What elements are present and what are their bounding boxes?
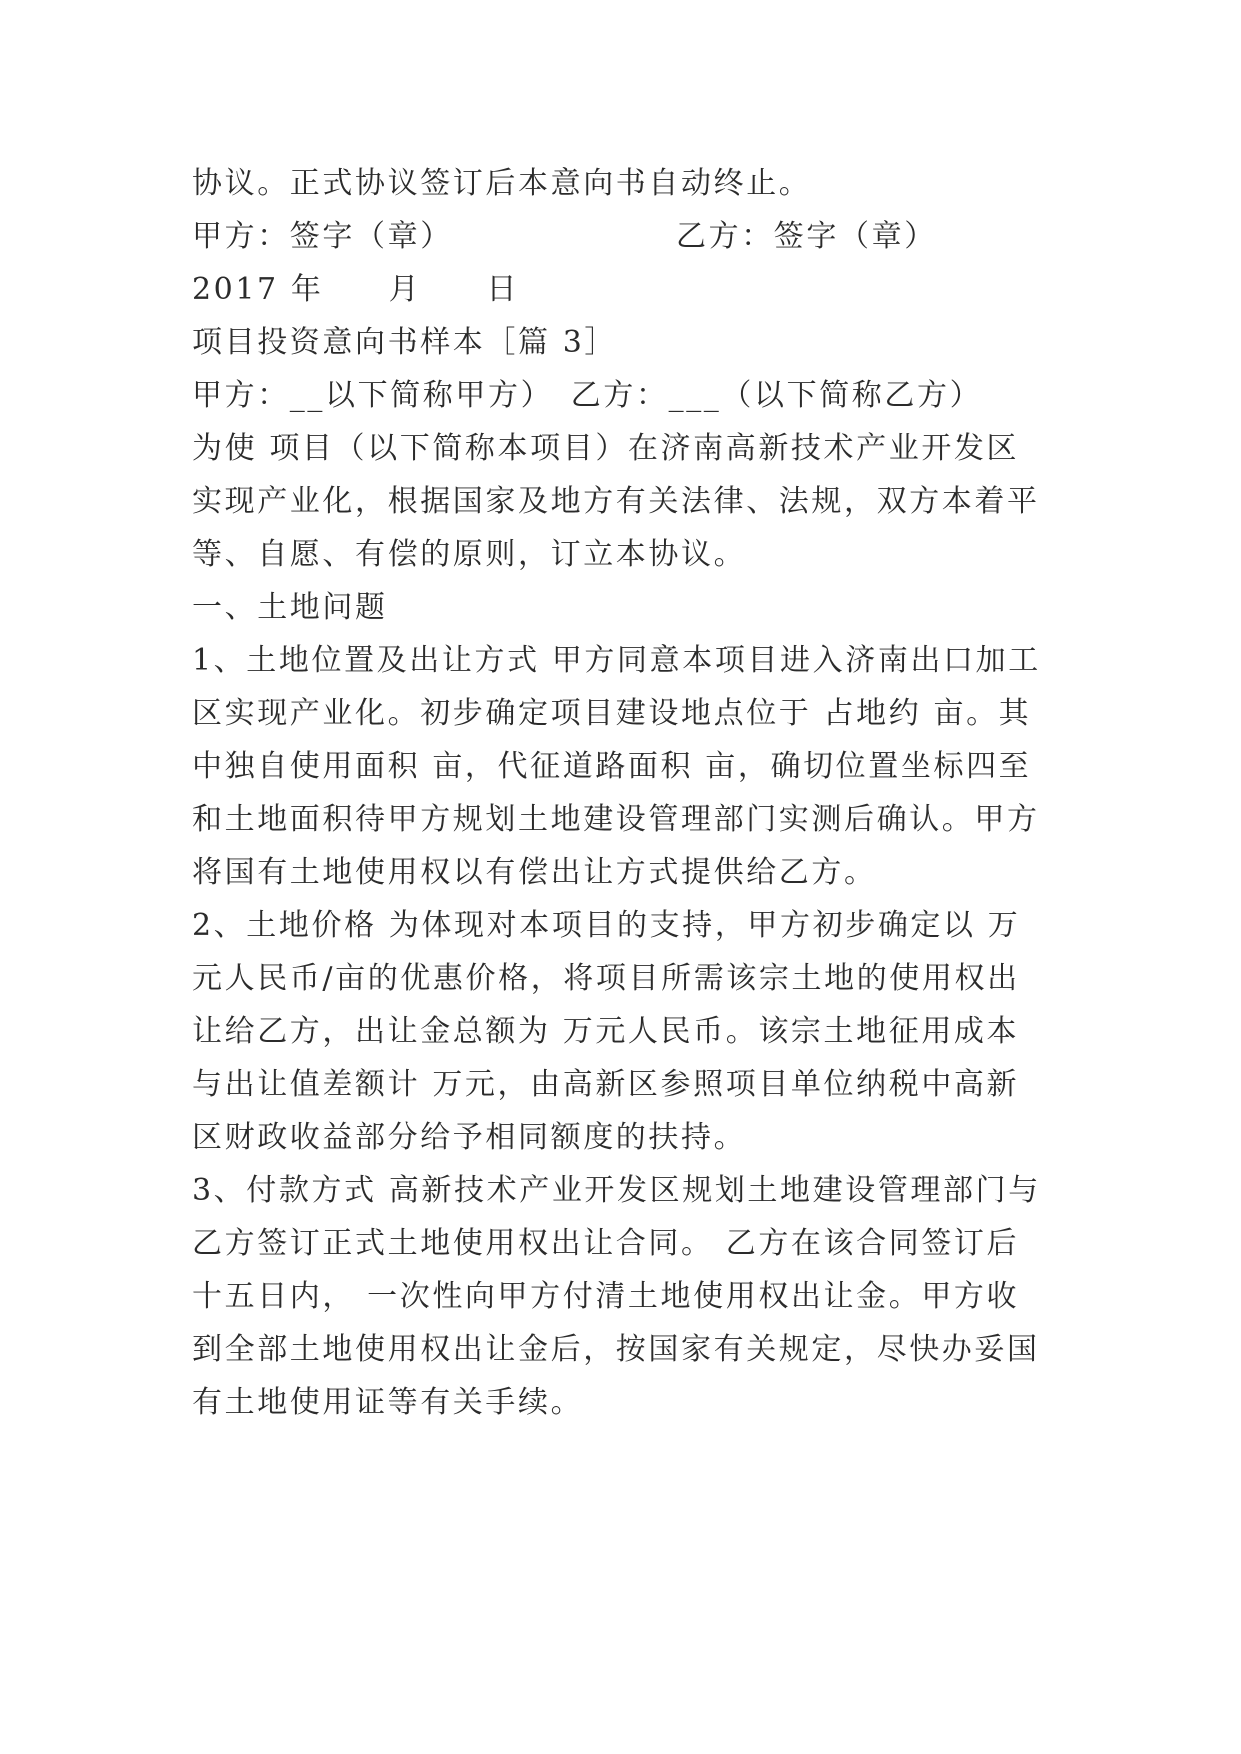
section-title: 项目投资意向书样本［篇 3］ bbox=[192, 325, 618, 360]
document-body bbox=[192, 157, 1062, 1429]
paragraph-line: 与出让值差额计 万元，由高新区参照项目单位纳税中高新 bbox=[192, 1067, 1020, 1102]
paragraph-line: 和土地面积待甲方规划土地建设管理部门实测后确认。甲方 bbox=[192, 802, 1040, 837]
heading-land-issues: 一、土地问题 bbox=[192, 590, 388, 625]
paragraph-line: 有土地使用证等有关手续。 bbox=[192, 1385, 584, 1420]
paragraph-line: 将国有土地使用权以有偿出让方式提供给乙方。 bbox=[192, 855, 877, 890]
paragraph-line: 实现产业化，根据国家及地方有关法律、法规，双方本着平 bbox=[192, 484, 1040, 519]
party-b-signature: 乙方：签字（章） bbox=[676, 219, 937, 254]
paragraph-line: 区实现产业化。初步确定项目建设地点位于 占地约 亩。其 bbox=[192, 696, 1032, 731]
parties-line: 甲方：__以下简称甲方） 乙方：___（以下简称乙方） bbox=[192, 378, 983, 413]
paragraph-line: 十五日内， 一次性向甲方付清土地使用权出让金。甲方收 bbox=[192, 1279, 1020, 1314]
paragraph-line: 等、自愿、有偿的原则，订立本协议。 bbox=[192, 537, 747, 572]
signature-row bbox=[192, 210, 1062, 263]
text-line-termination: 协议。正式协议签订后本意向书自动终止。 bbox=[192, 166, 812, 201]
date-line: 2017 年 月 日 bbox=[192, 272, 520, 307]
paragraph-line: 乙方签订正式土地使用权出让合同。 乙方在该合同签订后 bbox=[192, 1226, 1020, 1261]
paragraph-line: 1、土地位置及出让方式 甲方同意本项目进入济南出口加工 bbox=[192, 643, 1041, 678]
paragraph-line: 3、付款方式 高新技术产业开发区规划土地建设管理部门与 bbox=[192, 1173, 1041, 1208]
paragraph-line: 中独自使用面积 亩，代征道路面积 亩，确切位置坐标四至 bbox=[192, 749, 1032, 784]
paragraph-line: 到全部土地使用权出让金后，按国家有关规定，尽快办妥国 bbox=[192, 1332, 1040, 1367]
paragraph-line: 元人民币/亩的优惠价格，将项目所需该宗土地的使用权出 bbox=[192, 961, 1020, 996]
party-a-signature: 甲方：签字（章） bbox=[192, 219, 453, 254]
paragraph-line: 让给乙方，出让金总额为 万元人民币。该宗土地征用成本 bbox=[192, 1014, 1020, 1049]
paragraph-line: 2、土地价格 为体现对本项目的支持，甲方初步确定以 万 bbox=[192, 908, 1021, 943]
paragraph-line: 区财政收益部分给予相同额度的扶持。 bbox=[192, 1120, 747, 1155]
paragraph-line: 为使 项目（以下简称本项目）在济南高新技术产业开发区 bbox=[192, 431, 1020, 466]
